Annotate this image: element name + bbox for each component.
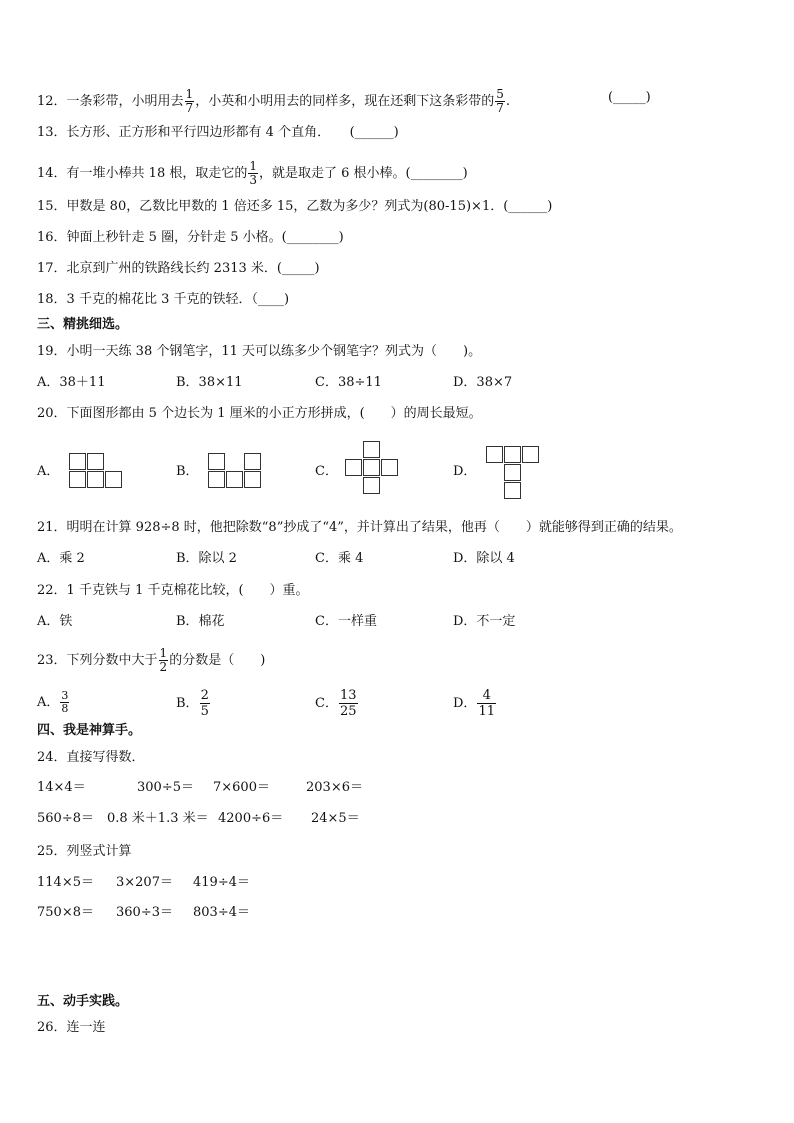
question-20: 20．下面图形都由 5 个边长为 1 厘米的小正方形拼成，( ）的周长最短。 bbox=[37, 406, 482, 421]
option-b[interactable]: B．棉花 bbox=[176, 614, 225, 629]
question-13: 13．长方形、正方形和平行四边形都有 4 个直角． (______) bbox=[37, 125, 399, 140]
calc-item: 300÷5＝ bbox=[137, 780, 194, 795]
option-b[interactable]: B．除以 2 bbox=[176, 551, 237, 566]
fraction: $\frac{1}{7}$ bbox=[185, 87, 194, 115]
section-5-title: 五、动手实践。 bbox=[37, 994, 129, 1009]
option-a[interactable]: A．乘 2 bbox=[37, 551, 85, 566]
option-c[interactable]: C．一样重 bbox=[315, 614, 377, 629]
calc-item: 14×4＝ bbox=[37, 780, 86, 795]
question-26: 26．连一连 bbox=[37, 1020, 106, 1035]
option-a[interactable]: A．38＋11 bbox=[37, 375, 106, 390]
question-25: 25．列竖式计算 bbox=[37, 844, 132, 859]
option-b[interactable]: B． bbox=[176, 464, 199, 479]
calc-item: 114×5＝ bbox=[37, 875, 94, 890]
section-3-title: 三、精挑细选。 bbox=[37, 317, 129, 332]
option-d[interactable]: D．38×7 bbox=[453, 375, 513, 390]
calc-item: 0.8 米＋1.3 米＝ bbox=[107, 811, 209, 826]
option-c[interactable]: C． $\frac{13}{25}$ bbox=[315, 688, 357, 719]
calc-item: 419÷4＝ bbox=[193, 875, 250, 890]
question-15: 15．甲数是 80，乙数比甲数的 1 倍还多 15，乙数为多少？列式为(80-15)×1．(______) bbox=[37, 199, 553, 214]
calc-item: 7×600＝ bbox=[213, 780, 270, 795]
option-d[interactable]: D．不一定 bbox=[453, 614, 516, 629]
calc-item: 24×5＝ bbox=[311, 811, 360, 826]
calc-item: 750×8＝ bbox=[37, 905, 94, 920]
option-c[interactable]: C．38÷11 bbox=[315, 375, 382, 390]
question-24: 24．直接写得数． bbox=[37, 750, 145, 765]
option-a[interactable]: A． bbox=[37, 464, 60, 479]
option-d[interactable]: D． $\frac{4}{11}$ bbox=[453, 688, 495, 719]
option-d[interactable]: D． bbox=[453, 464, 477, 479]
question-18: 18．3 千克的棉花比 3 千克的铁轻．（____) bbox=[37, 292, 290, 307]
option-c[interactable]: C． bbox=[315, 464, 338, 479]
question-23: 23．下列分数中大于 $\frac{1}{2}$ 的分数是（ ) bbox=[37, 646, 266, 674]
option-d[interactable]: D．除以 4 bbox=[453, 551, 515, 566]
calc-item: 560÷8＝ bbox=[37, 811, 94, 826]
calc-item: 360÷3＝ bbox=[116, 905, 173, 920]
fraction: $\frac{3}{8}$ bbox=[61, 689, 69, 715]
answer-blank-12[interactable]: (_____) bbox=[608, 90, 651, 105]
question-19: 19．小明一天练 38 个钢笔字，11 天可以练多少个钢笔字？列式为（ )。 bbox=[37, 344, 482, 359]
question-16: 16．钟面上秒针走 5 圈，分针走 5 小格。(________) bbox=[37, 230, 344, 245]
option-b[interactable]: B． $\frac{2}{5}$ bbox=[176, 688, 209, 719]
question-14: 14．有一堆小棒共 18 根，取走它的 $\frac{1}{3}$ ，就是取走了 6 根小棒。(________) bbox=[37, 159, 468, 187]
calc-item: 4200÷6＝ bbox=[218, 811, 284, 826]
question-22: 22．1 千克铁与 1 千克棉花比较，( ）重。 bbox=[37, 583, 309, 598]
calc-item: 3×207＝ bbox=[116, 875, 173, 890]
fraction: $\frac{2}{5}$ bbox=[200, 688, 209, 719]
question-17: 17．北京到广州的铁路线长约 2313 米．(_____) bbox=[37, 261, 320, 276]
option-a[interactable]: A．铁 bbox=[37, 614, 73, 629]
option-b[interactable]: B．38×11 bbox=[176, 375, 243, 390]
option-a[interactable]: A． $\frac{3}{8}$ bbox=[37, 689, 69, 715]
fraction: $\frac{1}{2}$ bbox=[159, 646, 168, 674]
question-21: 21．明明在计算 928÷8 时，他把除数“8”抄成了“4”，并计算出了结果，他再（ ）就能够得到正确的结果。 bbox=[37, 520, 682, 535]
fraction: $\frac{13}{25}$ bbox=[339, 688, 357, 719]
question-12: 12．一条彩带，小明用去 $\frac{1}{7}$ ，小英和小明用去的同样多，现在还剩下这条彩带的 $\frac{5}{7}$ . bbox=[37, 87, 510, 115]
fraction: $\frac{4}{11}$ bbox=[478, 688, 495, 719]
calc-item: 803÷4＝ bbox=[193, 905, 250, 920]
section-4-title: 四、我是神算手。 bbox=[37, 723, 142, 738]
fraction: $\frac{1}{3}$ bbox=[249, 159, 257, 187]
fraction: $\frac{5}{7}$ bbox=[496, 87, 504, 115]
option-c[interactable]: C．乘 4 bbox=[315, 551, 364, 566]
calc-item: 203×6＝ bbox=[306, 780, 363, 795]
